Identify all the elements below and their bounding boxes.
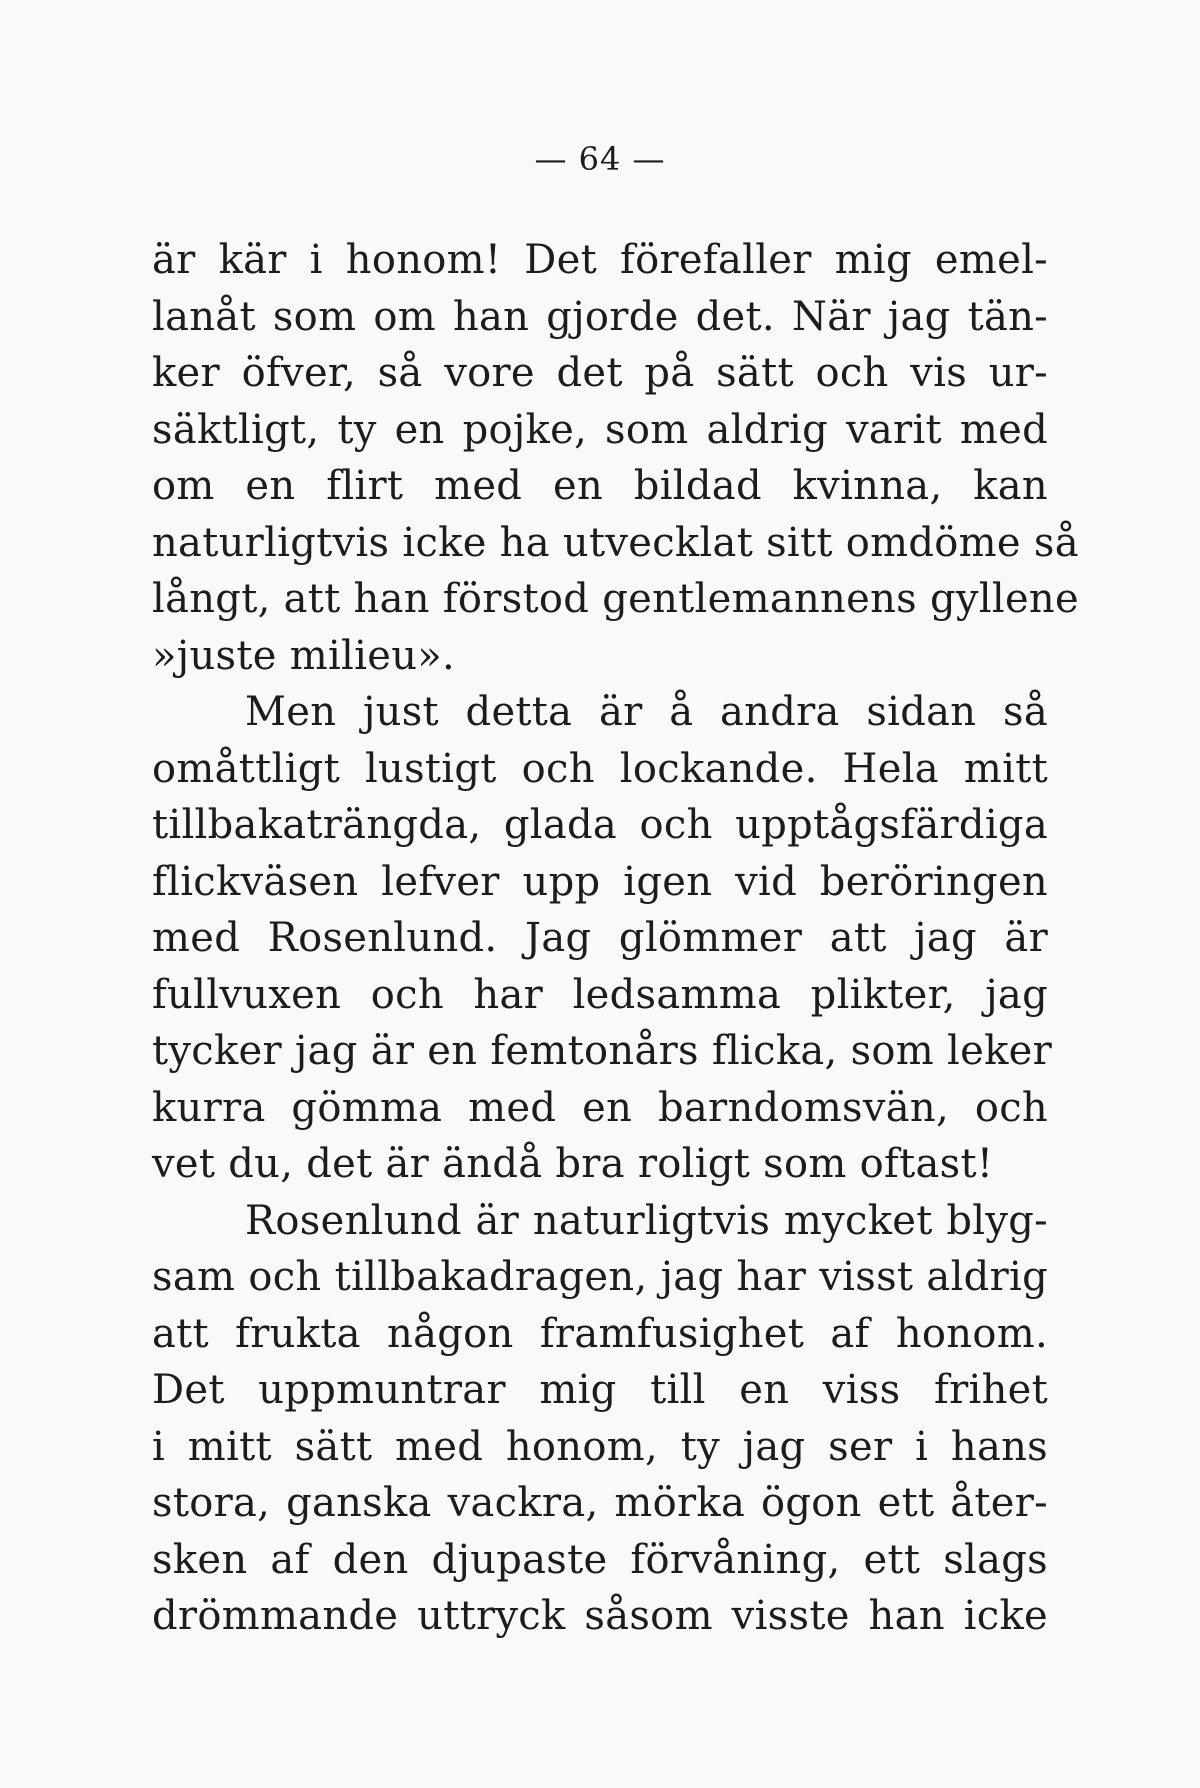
text-line: lanåt som om han gjorde det. När jag tän- <box>152 293 1048 340</box>
paragraph-start-line: Men just detta är å andra sidan så <box>245 689 1048 735</box>
text-line: säktligt, ty en pojke, som aldrig varit med <box>152 406 1048 453</box>
paragraph-end-line: »juste milieu». <box>152 632 456 679</box>
paragraph-end-line: vet du, det är ändå bra roligt som oftast! <box>152 1141 994 1187</box>
text-line: sken af den djupaste förvåning, ett slags <box>152 1536 1048 1583</box>
text-line: flickväsen lefver upp igen vid beröringen <box>152 858 1048 905</box>
text-line: tillbakaträngda, glada och upptågsfärdiga <box>152 802 1048 848</box>
text-line: fullvuxen och har ledsamma plikter, jag <box>152 971 1048 1018</box>
text-line: i mitt sätt med honom, ty jag ser i hans <box>152 1423 1048 1470</box>
body-text <box>152 232 1079 1645</box>
text-line: Det uppmuntrar mig till en viss frihet <box>152 1367 1048 1413</box>
text-line: stora, ganska vackra, mörka ögon ett åter- <box>152 1480 1048 1526</box>
text-line: långt, att han förstod gentlemannens gyllene <box>152 576 1079 622</box>
paragraph-start-line: Rosenlund är naturligtvis mycket blyg- <box>245 1197 1048 1244</box>
text-line: kurra gömma med en barndomsvän, och <box>152 1084 1048 1131</box>
text-line: att frukta någon framfusighet af honom. <box>152 1310 1048 1357</box>
text-line: sam och tillbakadragen, jag har visst aldrig <box>152 1254 1048 1300</box>
text-line: drömmande uttryck såsom visste han icke <box>152 1593 1048 1639</box>
text-line: omåttligt lustigt och lockande. Hela mitt <box>152 745 1048 792</box>
text-line: tycker jag är en femtonårs flicka, som leker <box>152 1028 1053 1074</box>
text-line: ker öfver, så vore det på sätt och vis ur- <box>152 350 1048 396</box>
page-number: — 64 — <box>534 140 666 178</box>
text-line: är kär i honom! Det förefaller mig emel- <box>152 237 1048 283</box>
text-line: om en flirt med en bildad kvinna, kan <box>152 463 1048 509</box>
text-line: med Rosenlund. Jag glömmer att jag är <box>152 915 1048 961</box>
text-line: naturligtvis icke ha utvecklat sitt omdöme så <box>152 519 1079 566</box>
